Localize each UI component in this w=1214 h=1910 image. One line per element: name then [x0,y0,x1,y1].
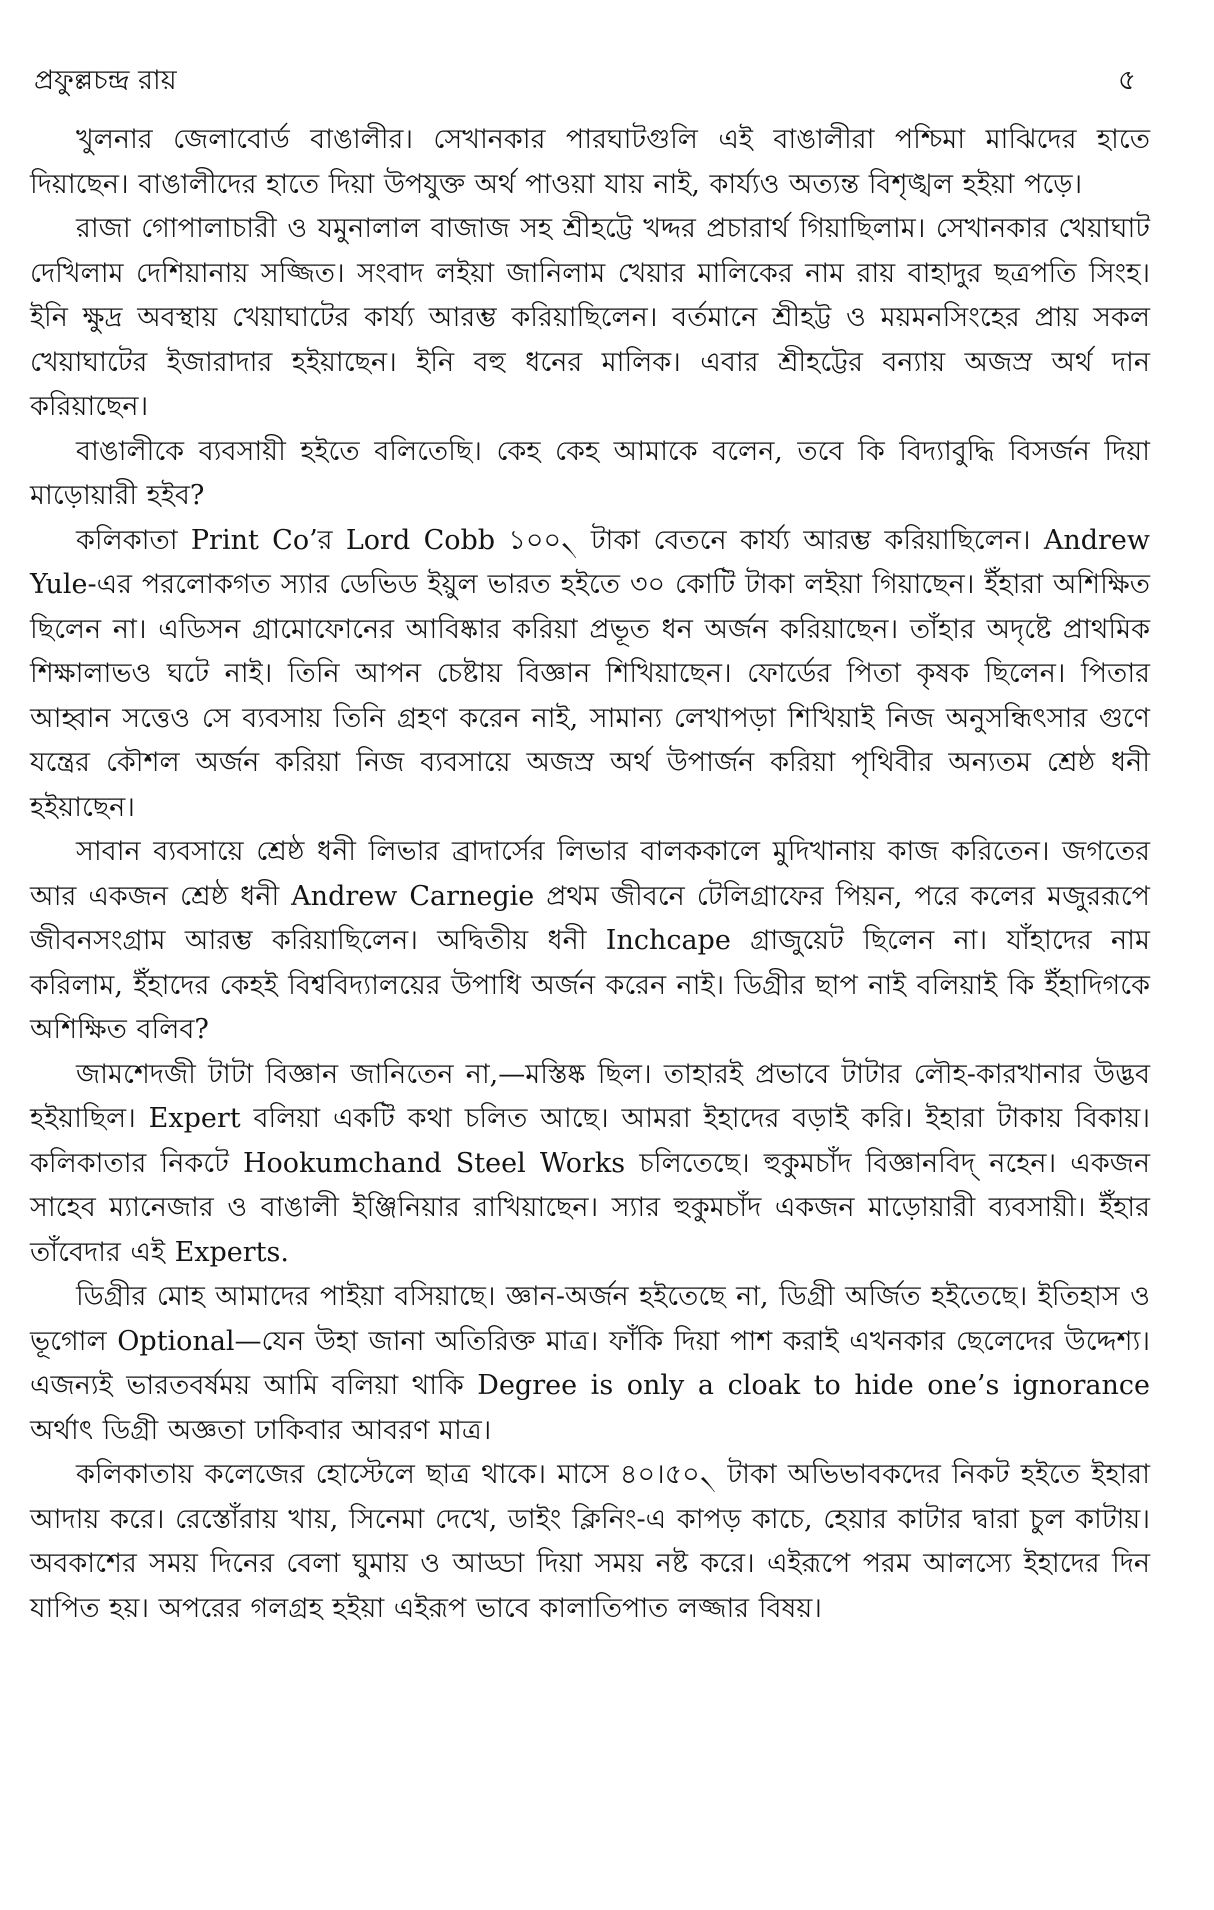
paragraph-4: কলিকাতা Print Co’র Lord Cobb ১০০৲ টাকা বেতনে কার্য্য আরম্ভ করিয়াছিলেন। Andrew Yule-এর পরলোকগত স্যার ডেভিড ইয়ুল ভারত হইতে ৩০ কোটি টাকা লইয়া গিয়াছেন। ইঁহারা অশিক্ষিত ছিলেন না। এডিসন গ্রামোফোনের আবিষ্কার করিয়া প্রভূত ধন অর্জন করিয়াছেন। তাঁহার অদৃষ্টে প্রাথমিক শিক্ষালাভও ঘটে নাই। তিনি আপন চেষ্টায় বিজ্ঞান শিখিয়াছেন। ফোর্ডের পিতা কৃষক ছিলেন। পিতার আহ্বান সত্তেও সে ব্যবসায় তিনি গ্রহণ করেন নাই, সামান্য লেখাপড়া শিখিয়াই নিজ অনুসন্ধিৎসার গুণে যন্ত্রের কৌশল অর্জন করিয়া নিজ ব্যবসায়ে অজস্র অর্থ উপার্জন করিয়া পৃথিবীর অন্যতম শ্রেষ্ঠ ধনী হইয়াছেন। [30,524,1150,823]
page-body [30,118,1150,1631]
paragraph-1: খুলনার জেলাবোর্ড বাঙালীর। সেখানকার পারঘাটগুলি এই বাঙালীরা পশ্চিমা মাঝিদের হাতে দিয়াছেন। বাঙালীদের হাতে দিয়া উপযুক্ত অর্থ পাওয়া যায় নাই, কার্য্যও অত্যন্ত বিশৃঙ্খল হইয়া পড়ে। [30,124,1150,200]
book-page [30,58,1150,1631]
paragraph-6: জামশেদজী টাটা বিজ্ঞান জানিতেন না,—মস্তিষ্ক ছিল। তাহারই প্রভাবে টাটার লৌহ-কারখানার উদ্ভব হইয়াছিল। Expert বলিয়া একটি কথা চলিত আছে। আমরা ইহাদের বড়াই করি। ইহারা টাকায় বিকায়। কলিকাতার নিকটে Hookumchand Steel Works চলিতেছে। হুকুমচাঁদ বিজ্ঞানবিদ্ নহেন। একজন সাহেব ম্যানেজার ও বাঙালী ইঞ্জিনিয়ার রাখিয়াছেন। স্যার হুকুমচাঁদ একজন মাড়োয়ারী ব্যবসায়ী। ইঁহার তাঁবেদার এই Experts. [30,1058,1150,1268]
running-header [30,58,1150,104]
paragraph-3: বাঙালীকে ব্যবসায়ী হইতে বলিতেছি। কেহ কেহ আমাকে বলেন, তবে কি বিদ্যাবুদ্ধি বিসর্জন দিয়া মাড়োয়ারী হইব? [30,435,1150,511]
paragraph-2: রাজা গোপালাচারী ও যমুনালাল বাজাজ সহ শ্রীহট্টে খদ্দর প্রচারার্থ গিয়াছিলাম। সেখানকার খেয়াঘাট দেখিলাম দেশিয়ানায় সজ্জিত। সংবাদ লইয়া জানিলাম খেয়ার মালিকের নাম রায় বাহাদুর ছত্রপতি সিংহ। ইনি ক্ষুদ্র অবস্থায় খেয়াঘাটের কার্য্য আরম্ভ করিয়াছিলেন। বর্তমানে শ্রীহট্ট ও ময়মনসিংহের প্রায় সকল খেয়াঘাটের ইজারাদার হইয়াছেন। ইনি বহু ধনের মালিক। এবার শ্রীহট্টের বন্যায় অজস্র অর্থ দান করিয়াছেন। [30,213,1150,422]
paragraph-8: কলিকাতায় কলেজের হোস্টেলে ছাত্র থাকে। মাসে ৪০।৫০৲ টাকা অভিভাবকদের নিকট হইতে ইহারা আদায় করে। রেস্তোঁরায় খায়, সিনেমা দেখে, ডাইং ক্লিনিং-এ কাপড় কাচে, হেয়ার কাটার দ্বারা চুল কাটায়। অবকাশের সময় দিনের বেলা ঘুমায় ও আড্ডা দিয়া সময় নষ্ট করে। এইরূপে পরম আলস্যে ইহাদের দিন যাপিত হয়। অপরের গলগ্রহ হইয়া এইরূপ ভাবে কালাতিপাত লজ্জার বিষয়। [30,1459,1150,1624]
paragraph-7: ডিগ্রীর মোহ আমাদের পাইয়া বসিয়াছে। জ্ঞান-অর্জন হইতেছে না, ডিগ্রী অর্জিত হইতেছে। ইতিহাস ও ভূগোল Optional—যেন উহা জানা অতিরিক্ত মাত্র। ফাঁকি দিয়া পাশ করাই এখনকার ছেলেদের উদ্দেশ্য। এজন্যই ভারতবর্ষময় আমি বলিয়া থাকি Degree is only a cloak to hide one’s ignorance অর্থাৎ ডিগ্রী অজ্ঞতা ঢাকিবার আবরণ মাত্র। [30,1281,1150,1446]
running-header-author: প্রফুল্লচন্দ্র রায় [34,65,177,96]
paragraph-5: সাবান ব্যবসায়ে শ্রেষ্ঠ ধনী লিভার ব্রাদার্সের লিভার বালককালে মুদিখানায় কাজ করিতেন। জগতের আর একজন শ্রেষ্ঠ ধনী Andrew Carnegie প্রথম জীবনে টেলিগ্রাফের পিয়ন, পরে কলের মজুররূপে জীবনসংগ্রাম আরম্ভ করিয়াছিলেন। অদ্বিতীয় ধনী Inchcape গ্রাজুয়েট ছিলেন না। যাঁহাদের নাম করিলাম, ইঁহাদের কেহই বিশ্ববিদ্যালয়ের উপাধি অর্জন করেন নাই। ডিগ্রীর ছাপ নাই বলিয়াই কি ইঁহাদিগকে অশিক্ষিত বলিব? [30,836,1150,1045]
page-number: ৫ [1117,63,1136,96]
